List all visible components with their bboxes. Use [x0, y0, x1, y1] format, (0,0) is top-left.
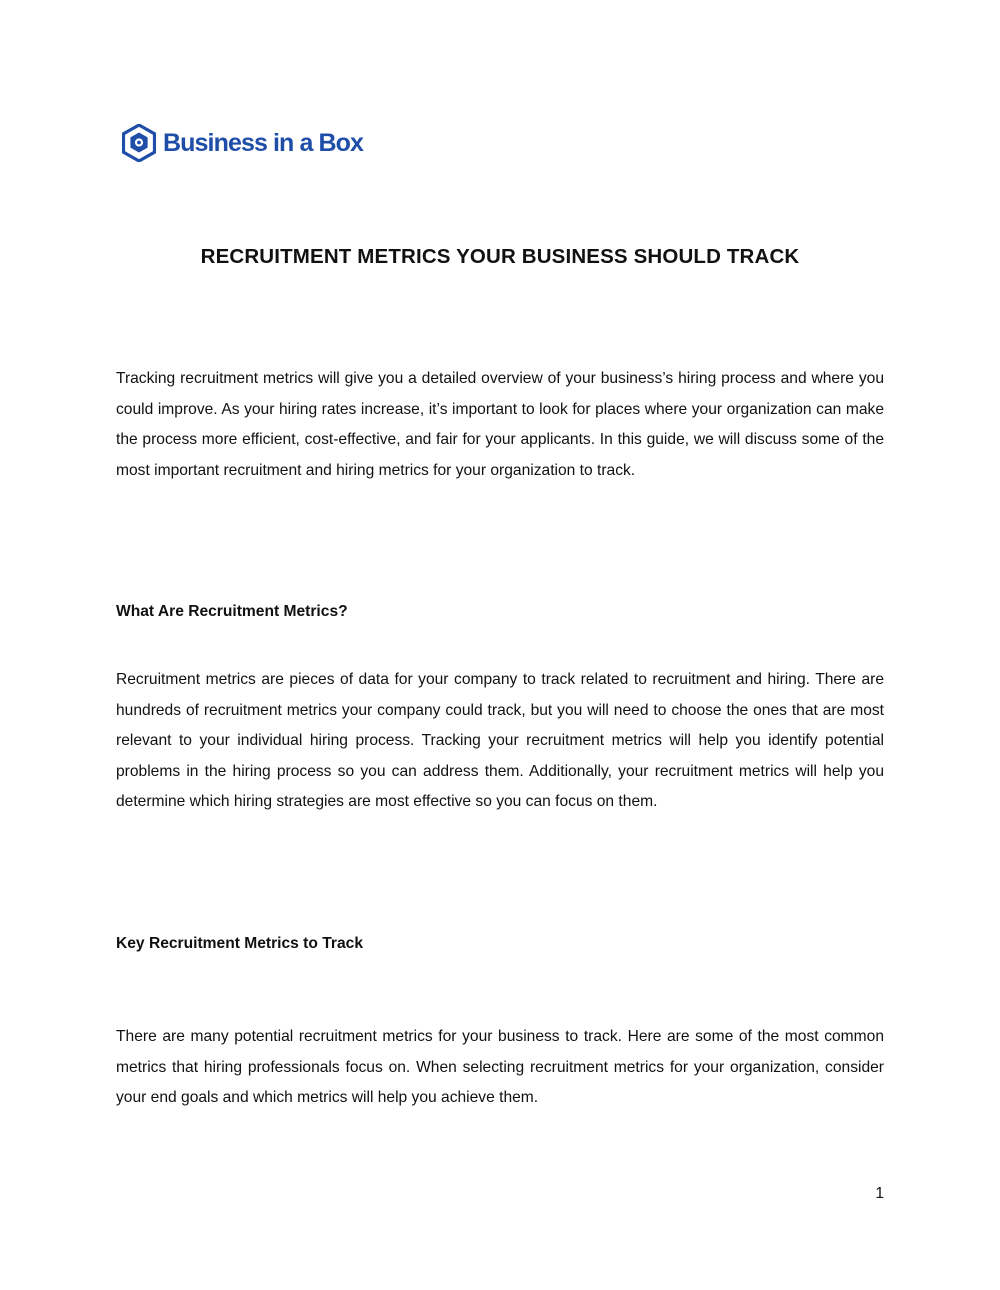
hexagon-logo-icon: [122, 124, 156, 162]
intro-paragraph: Tracking recruitment metrics will give you a detailed overview of your business’s hiring process and where you could improve. As your hiring rates increase, it’s important to look for places where your organization can make the process more efficient, cost-effective, and fair for your applicants. In this guide, we will discuss some of the most important recruitment and hiring metrics for your organization to track.: [116, 370, 884, 479]
brand-name: Business in a Box: [163, 128, 364, 157]
section-paragraph-key-recruitment-metrics-to-track: There are many potential recruitment metrics for your business to track. Here are some of the most common metrics that hiring professionals focus on. When selecting recruitment metrics for your organization, consider your end goals and which metrics will help you achieve them.: [116, 1028, 884, 1106]
page-number: 1: [875, 1185, 884, 1202]
section-heading-what-are-recruitment-metrics: What Are Recruitment Metrics?: [116, 603, 348, 620]
page-title: RECRUITMENT METRICS YOUR BUSINESS SHOULD TRACK: [200, 245, 800, 268]
section-heading-key-recruitment-metrics-to-track: Key Recruitment Metrics to Track: [116, 935, 363, 952]
brand-logo[interactable]: [122, 124, 363, 162]
section-paragraph-what-are-recruitment-metrics: Recruitment metrics are pieces of data for your company to track related to recruitment and hiring. There are hundreds of recruitment metrics your company could track, but you will need to choose the ones that are most relevant to your individual hiring process. Tracking your recruitment metrics will help you identify potential problems in the hiring process so you can address them. Additionally, your recruitment metrics will help you determine which hiring strategies are most effective so you can focus on them.: [116, 671, 884, 810]
